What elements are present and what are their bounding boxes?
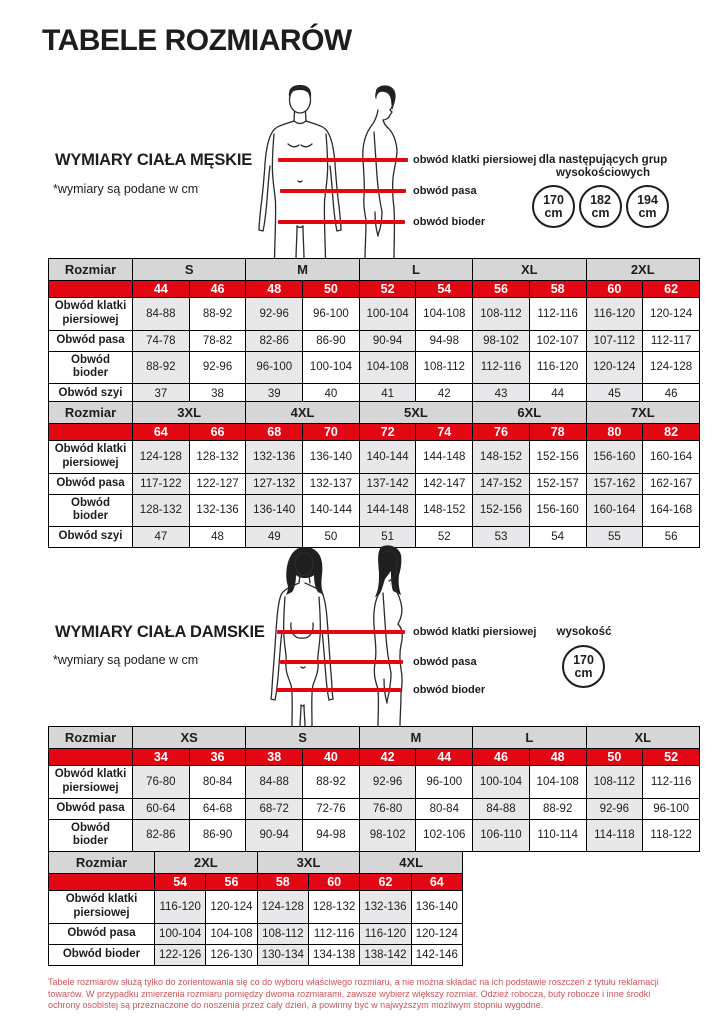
numeric-size-cell: 50 xyxy=(586,749,643,766)
female-figures-illustration xyxy=(255,545,415,726)
measurement-value-cell: 80-84 xyxy=(416,798,473,819)
measurement-value-cell: 96-100 xyxy=(416,766,473,799)
measurement-row-label: Obwód klatki piersiowej xyxy=(49,441,133,474)
measurement-value-cell: 160-164 xyxy=(586,494,643,527)
table-corner-label: Rozmiar xyxy=(49,402,133,424)
measurement-value-cell: 108-112 xyxy=(473,298,530,331)
measurement-value-cell: 68-72 xyxy=(246,798,303,819)
measurement-value-cell: 49 xyxy=(246,527,303,548)
measurement-value-cell: 82-86 xyxy=(133,819,190,852)
measurement-value-cell: 112-116 xyxy=(529,298,586,331)
measurement-value-cell: 88-92 xyxy=(529,798,586,819)
measurement-value-cell: 136-140 xyxy=(246,494,303,527)
measurement-value-cell: 104-108 xyxy=(359,351,416,384)
size-group-header: XL xyxy=(473,259,586,281)
size-group-header: 6XL xyxy=(473,402,586,424)
female-chest-measure-label: obwód klatki piersiowej xyxy=(413,626,537,638)
measurement-row-label: Obwód pasa xyxy=(49,798,133,819)
measurement-value-cell: 152-156 xyxy=(529,441,586,474)
height-unit: cm xyxy=(591,205,610,220)
measurement-value-cell: 82-86 xyxy=(246,330,303,351)
height-unit: cm xyxy=(638,205,657,220)
measurement-row-label: Obwód klatki piersiowej xyxy=(49,766,133,799)
numeric-size-row xyxy=(49,424,700,441)
measurement-value-cell: 120-124 xyxy=(206,891,257,924)
height-value: 194 xyxy=(637,192,658,207)
male-section-heading: WYMIARY CIAŁA MĘSKIE xyxy=(55,151,253,169)
measurement-value-cell: 86-90 xyxy=(303,330,360,351)
measurement-value-cell: 102-107 xyxy=(529,330,586,351)
measurement-value-cell: 38 xyxy=(189,384,246,405)
female-section-heading: WYMIARY CIAŁA DAMSKIE xyxy=(55,623,265,641)
measurement-value-cell: 39 xyxy=(246,384,303,405)
female-hips-measure-line xyxy=(276,688,401,692)
measurement-value-cell: 112-116 xyxy=(473,351,530,384)
numeric-size-cell: 44 xyxy=(416,749,473,766)
red-row-corner xyxy=(49,424,133,441)
numeric-size-cell: 52 xyxy=(359,281,416,298)
measurement-row xyxy=(49,298,700,331)
measurement-value-cell: 128-132 xyxy=(189,441,246,474)
measurement-value-cell: 74-78 xyxy=(133,330,190,351)
measurement-value-cell: 92-96 xyxy=(189,351,246,384)
measurement-value-cell: 128-132 xyxy=(133,494,190,527)
measurement-row xyxy=(49,766,700,799)
female-size-table-2 xyxy=(48,851,463,966)
female-size-table-1 xyxy=(48,726,700,852)
measurement-value-cell: 84-88 xyxy=(246,766,303,799)
height-value: 170 xyxy=(543,192,564,207)
measurement-value-cell: 112-116 xyxy=(308,923,359,944)
height-unit: cm xyxy=(544,205,563,220)
size-group-header: L xyxy=(473,727,586,749)
numeric-size-cell: 80 xyxy=(586,424,643,441)
measurement-value-cell: 56 xyxy=(643,527,700,548)
measurement-value-cell: 94-98 xyxy=(416,330,473,351)
measurement-value-cell: 107-112 xyxy=(586,330,643,351)
measurement-value-cell: 120-124 xyxy=(586,351,643,384)
numeric-size-cell: 58 xyxy=(529,281,586,298)
measurement-value-cell: 41 xyxy=(359,384,416,405)
measurement-row-label: Obwód klatki piersiowej xyxy=(49,891,155,924)
measurement-value-cell: 117-122 xyxy=(133,473,190,494)
female-front-figure xyxy=(271,547,333,726)
male-sizes-s-2xl xyxy=(48,258,700,405)
measurement-value-cell: 50 xyxy=(303,527,360,548)
measurement-value-cell: 156-160 xyxy=(586,441,643,474)
male-chest-measure-line xyxy=(278,158,408,162)
numeric-size-cell: 62 xyxy=(360,874,411,891)
measurement-row-label: Obwód pasa xyxy=(49,473,133,494)
numeric-size-cell: 56 xyxy=(206,874,257,891)
male-hips-measure-label: obwód bioder xyxy=(413,216,486,228)
measurement-value-cell: 42 xyxy=(416,384,473,405)
measurement-value-cell: 118-122 xyxy=(643,819,700,852)
measurement-value-cell: 132-136 xyxy=(360,891,411,924)
size-group-header: 4XL xyxy=(360,852,463,874)
measurement-value-cell: 136-140 xyxy=(411,891,462,924)
size-group-header-row xyxy=(49,259,700,281)
measurement-value-cell: 64-68 xyxy=(189,798,246,819)
measurement-value-cell: 53 xyxy=(473,527,530,548)
measurement-value-cell: 124-128 xyxy=(133,441,190,474)
measurement-value-cell: 112-117 xyxy=(643,330,700,351)
measurement-value-cell: 138-142 xyxy=(360,944,411,965)
male-chest-measure-label: obwód klatki piersiowej xyxy=(413,154,537,166)
measurement-value-cell: 137-142 xyxy=(359,473,416,494)
male-section-note: *wymiary są podane w cm xyxy=(53,182,199,196)
numeric-size-cell: 76 xyxy=(473,424,530,441)
measurement-value-cell: 76-80 xyxy=(133,766,190,799)
measurement-value-cell: 140-144 xyxy=(303,494,360,527)
female-side-figure xyxy=(374,545,402,726)
measurement-value-cell: 148-152 xyxy=(416,494,473,527)
numeric-size-cell: 54 xyxy=(155,874,206,891)
measurement-value-cell: 100-104 xyxy=(473,766,530,799)
numeric-size-cell: 52 xyxy=(643,749,700,766)
height-unit: cm xyxy=(574,665,593,680)
table-corner-label: Rozmiar xyxy=(49,727,133,749)
measurement-value-cell: 148-152 xyxy=(473,441,530,474)
numeric-size-cell: 48 xyxy=(529,749,586,766)
numeric-size-cell: 36 xyxy=(189,749,246,766)
numeric-size-cell: 66 xyxy=(189,424,246,441)
numeric-size-cell: 58 xyxy=(257,874,308,891)
numeric-size-cell: 50 xyxy=(303,281,360,298)
measurement-value-cell: 100-104 xyxy=(359,298,416,331)
measurement-row-label: Obwód bioder xyxy=(49,494,133,527)
measurement-row xyxy=(49,891,463,924)
height-value: 170 xyxy=(573,652,594,667)
measurement-value-cell: 92-96 xyxy=(359,766,416,799)
measurement-value-cell: 37 xyxy=(133,384,190,405)
measurement-row-label: Obwód szyi xyxy=(49,527,133,548)
numeric-size-cell: 54 xyxy=(416,281,473,298)
measurement-value-cell: 156-160 xyxy=(529,494,586,527)
measurement-value-cell: 88-92 xyxy=(133,351,190,384)
female-height-label: wysokość xyxy=(556,626,612,638)
male-hips-measure-line xyxy=(278,220,405,224)
female-sizes-2xl-4xl xyxy=(48,851,463,966)
male-size-table-2 xyxy=(48,401,700,548)
height-circle-170-female xyxy=(562,645,605,688)
page-title: TABELE ROZMIARÓW xyxy=(42,24,352,57)
size-group-header: 4XL xyxy=(246,402,359,424)
measurement-row xyxy=(49,351,700,384)
measurement-row-label: Obwód pasa xyxy=(49,923,155,944)
measurement-value-cell: 104-108 xyxy=(529,766,586,799)
numeric-size-cell: 44 xyxy=(133,281,190,298)
table-corner-label: Rozmiar xyxy=(49,259,133,281)
measurement-value-cell: 76-80 xyxy=(359,798,416,819)
measurement-value-cell: 84-88 xyxy=(133,298,190,331)
size-group-header: L xyxy=(359,259,472,281)
measurement-value-cell: 86-90 xyxy=(189,819,246,852)
measurement-value-cell: 92-96 xyxy=(246,298,303,331)
measurement-value-cell: 78-82 xyxy=(189,330,246,351)
measurement-value-cell: 88-92 xyxy=(189,298,246,331)
numeric-size-cell: 34 xyxy=(133,749,190,766)
measurement-value-cell: 54 xyxy=(529,527,586,548)
measurement-value-cell: 140-144 xyxy=(359,441,416,474)
measurement-value-cell: 128-132 xyxy=(308,891,359,924)
red-row-corner xyxy=(49,874,155,891)
measurement-value-cell: 132-136 xyxy=(189,494,246,527)
female-chest-measure-line xyxy=(277,630,405,634)
numeric-size-cell: 56 xyxy=(473,281,530,298)
measurement-value-cell: 46 xyxy=(643,384,700,405)
measurement-value-cell: 51 xyxy=(359,527,416,548)
measurement-value-cell: 162-167 xyxy=(643,473,700,494)
measurement-value-cell: 47 xyxy=(133,527,190,548)
measurement-value-cell: 114-118 xyxy=(586,819,643,852)
numeric-size-cell: 42 xyxy=(359,749,416,766)
male-side-figure xyxy=(363,85,397,259)
female-hips-measure-label: obwód bioder xyxy=(413,684,486,696)
footer-disclaimer: Tabele rozmiarów służą tylko do zorientowania się co do wyboru właściwego rozmiaru, a nie można składać na ich podstawie roszczeń z tytułu reklamacji towarów. W przypadku zmierzenia rozmiaru pomiędzy dwoma rozmiarami, zawsze wybierz większy rozmiar. Odzież robocza, buty robocze i inne środki ochrony osobistej są przeznaczone do noszenia przez cały dzień, a powinny być w najwyższym możliwym stopniu wygodne. xyxy=(48,977,659,1010)
measurement-value-cell: 142-146 xyxy=(411,944,462,965)
measurement-value-cell: 100-104 xyxy=(155,923,206,944)
measurement-value-cell: 45 xyxy=(586,384,643,405)
size-group-header: M xyxy=(359,727,472,749)
measurement-value-cell: 134-138 xyxy=(308,944,359,965)
measurement-value-cell: 88-92 xyxy=(303,766,360,799)
numeric-size-cell: 64 xyxy=(133,424,190,441)
measurement-value-cell: 106-110 xyxy=(473,819,530,852)
red-row-corner xyxy=(49,749,133,766)
measurement-value-cell: 55 xyxy=(586,527,643,548)
numeric-size-cell: 60 xyxy=(586,281,643,298)
measurement-value-cell: 102-106 xyxy=(416,819,473,852)
numeric-size-cell: 70 xyxy=(303,424,360,441)
numeric-size-cell: 38 xyxy=(246,749,303,766)
size-group-header: 7XL xyxy=(586,402,700,424)
measurement-value-cell: 136-140 xyxy=(303,441,360,474)
measurement-value-cell: 90-94 xyxy=(359,330,416,351)
size-group-header: XS xyxy=(133,727,246,749)
male-front-figure xyxy=(259,85,341,259)
measurement-value-cell: 98-102 xyxy=(359,819,416,852)
measurement-value-cell: 110-114 xyxy=(529,819,586,852)
male-size-table-1 xyxy=(48,258,700,405)
measurement-row xyxy=(49,473,700,494)
measurement-value-cell: 108-112 xyxy=(586,766,643,799)
measurement-value-cell: 120-124 xyxy=(411,923,462,944)
measurement-value-cell: 164-168 xyxy=(643,494,700,527)
measurement-row-label: Obwód bioder xyxy=(49,819,133,852)
numeric-size-cell: 82 xyxy=(643,424,700,441)
male-figures-illustration xyxy=(243,84,418,259)
male-waist-measure-line xyxy=(280,189,406,193)
measurement-value-cell: 104-108 xyxy=(206,923,257,944)
measurement-value-cell: 44 xyxy=(529,384,586,405)
measurement-value-cell: 152-157 xyxy=(529,473,586,494)
male-height-groups-label: dla następujących grup wysokościowych xyxy=(538,154,668,179)
numeric-size-cell: 74 xyxy=(416,424,473,441)
size-group-header: XL xyxy=(586,727,700,749)
measurement-row xyxy=(49,798,700,819)
measurement-value-cell: 104-108 xyxy=(416,298,473,331)
measurement-row-label: Obwód bioder xyxy=(49,944,155,965)
measurement-value-cell: 92-96 xyxy=(586,798,643,819)
measurement-row-label: Obwód klatki piersiowej xyxy=(49,298,133,331)
measurement-value-cell: 147-152 xyxy=(473,473,530,494)
height-circle-170 xyxy=(532,185,575,228)
measurement-value-cell: 124-128 xyxy=(643,351,700,384)
measurement-value-cell: 157-162 xyxy=(586,473,643,494)
female-waist-measure-label: obwód pasa xyxy=(413,656,477,668)
size-group-header: 2XL xyxy=(586,259,700,281)
size-group-header: 3XL xyxy=(133,402,246,424)
height-circle-182 xyxy=(579,185,622,228)
numeric-size-row xyxy=(49,874,463,891)
size-group-header: S xyxy=(133,259,246,281)
size-group-header: M xyxy=(246,259,359,281)
measurement-value-cell: 116-120 xyxy=(529,351,586,384)
numeric-size-cell: 48 xyxy=(246,281,303,298)
measurement-value-cell: 96-100 xyxy=(303,298,360,331)
measurement-value-cell: 116-120 xyxy=(155,891,206,924)
measurement-value-cell: 90-94 xyxy=(246,819,303,852)
measurement-value-cell: 132-137 xyxy=(303,473,360,494)
measurement-value-cell: 142-147 xyxy=(416,473,473,494)
numeric-size-cell: 40 xyxy=(303,749,360,766)
measurement-value-cell: 130-134 xyxy=(257,944,308,965)
size-group-header: S xyxy=(246,727,359,749)
measurement-value-cell: 43 xyxy=(473,384,530,405)
measurement-value-cell: 120-124 xyxy=(643,298,700,331)
measurement-value-cell: 96-100 xyxy=(246,351,303,384)
numeric-size-cell: 68 xyxy=(246,424,303,441)
measurement-row xyxy=(49,923,463,944)
size-group-header: 3XL xyxy=(257,852,360,874)
size-group-header: 5XL xyxy=(359,402,472,424)
measurement-row-label: Obwód bioder xyxy=(49,351,133,384)
measurement-value-cell: 160-164 xyxy=(643,441,700,474)
red-row-corner xyxy=(49,281,133,298)
measurement-value-cell: 112-116 xyxy=(643,766,700,799)
measurement-row-label: Obwód szyi xyxy=(49,384,133,405)
measurement-value-cell: 144-148 xyxy=(359,494,416,527)
numeric-size-row xyxy=(49,749,700,766)
measurement-value-cell: 52 xyxy=(416,527,473,548)
numeric-size-row xyxy=(49,281,700,298)
measurement-value-cell: 124-128 xyxy=(257,891,308,924)
numeric-size-cell: 72 xyxy=(359,424,416,441)
numeric-size-cell: 62 xyxy=(643,281,700,298)
size-group-header-row xyxy=(49,852,463,874)
measurement-value-cell: 116-120 xyxy=(360,923,411,944)
female-sizes-xs-xl xyxy=(48,726,700,852)
measurement-row xyxy=(49,330,700,351)
measurement-value-cell: 80-84 xyxy=(189,766,246,799)
height-circle-194 xyxy=(626,185,669,228)
numeric-size-cell: 46 xyxy=(473,749,530,766)
numeric-size-cell: 64 xyxy=(411,874,462,891)
measurement-value-cell: 60-64 xyxy=(133,798,190,819)
measurement-value-cell: 72-76 xyxy=(303,798,360,819)
female-waist-measure-line xyxy=(280,660,403,664)
measurement-value-cell: 126-130 xyxy=(206,944,257,965)
male-waist-measure-label: obwód pasa xyxy=(413,185,477,197)
measurement-value-cell: 40 xyxy=(303,384,360,405)
size-group-header: 2XL xyxy=(155,852,258,874)
measurement-value-cell: 127-132 xyxy=(246,473,303,494)
measurement-row xyxy=(49,441,700,474)
measurement-value-cell: 84-88 xyxy=(473,798,530,819)
female-section-note: *wymiary są podane w cm xyxy=(53,653,199,667)
measurement-value-cell: 96-100 xyxy=(643,798,700,819)
measurement-value-cell: 108-112 xyxy=(416,351,473,384)
male-sizes-3xl-7xl xyxy=(48,401,700,548)
size-group-header-row xyxy=(49,727,700,749)
numeric-size-cell: 60 xyxy=(308,874,359,891)
measurement-value-cell: 122-126 xyxy=(155,944,206,965)
measurement-row xyxy=(49,944,463,965)
measurement-value-cell: 116-120 xyxy=(586,298,643,331)
measurement-value-cell: 152-156 xyxy=(473,494,530,527)
measurement-value-cell: 122-127 xyxy=(189,473,246,494)
measurement-value-cell: 132-136 xyxy=(246,441,303,474)
numeric-size-cell: 78 xyxy=(529,424,586,441)
measurement-value-cell: 100-104 xyxy=(303,351,360,384)
numeric-size-cell: 46 xyxy=(189,281,246,298)
measurement-row xyxy=(49,494,700,527)
measurement-value-cell: 108-112 xyxy=(257,923,308,944)
measurement-value-cell: 94-98 xyxy=(303,819,360,852)
measurement-value-cell: 144-148 xyxy=(416,441,473,474)
table-corner-label: Rozmiar xyxy=(49,852,155,874)
measurement-value-cell: 48 xyxy=(189,527,246,548)
height-value: 182 xyxy=(590,192,611,207)
measurement-row xyxy=(49,819,700,852)
measurement-row-label: Obwód pasa xyxy=(49,330,133,351)
measurement-value-cell: 98-102 xyxy=(473,330,530,351)
size-group-header-row xyxy=(49,402,700,424)
